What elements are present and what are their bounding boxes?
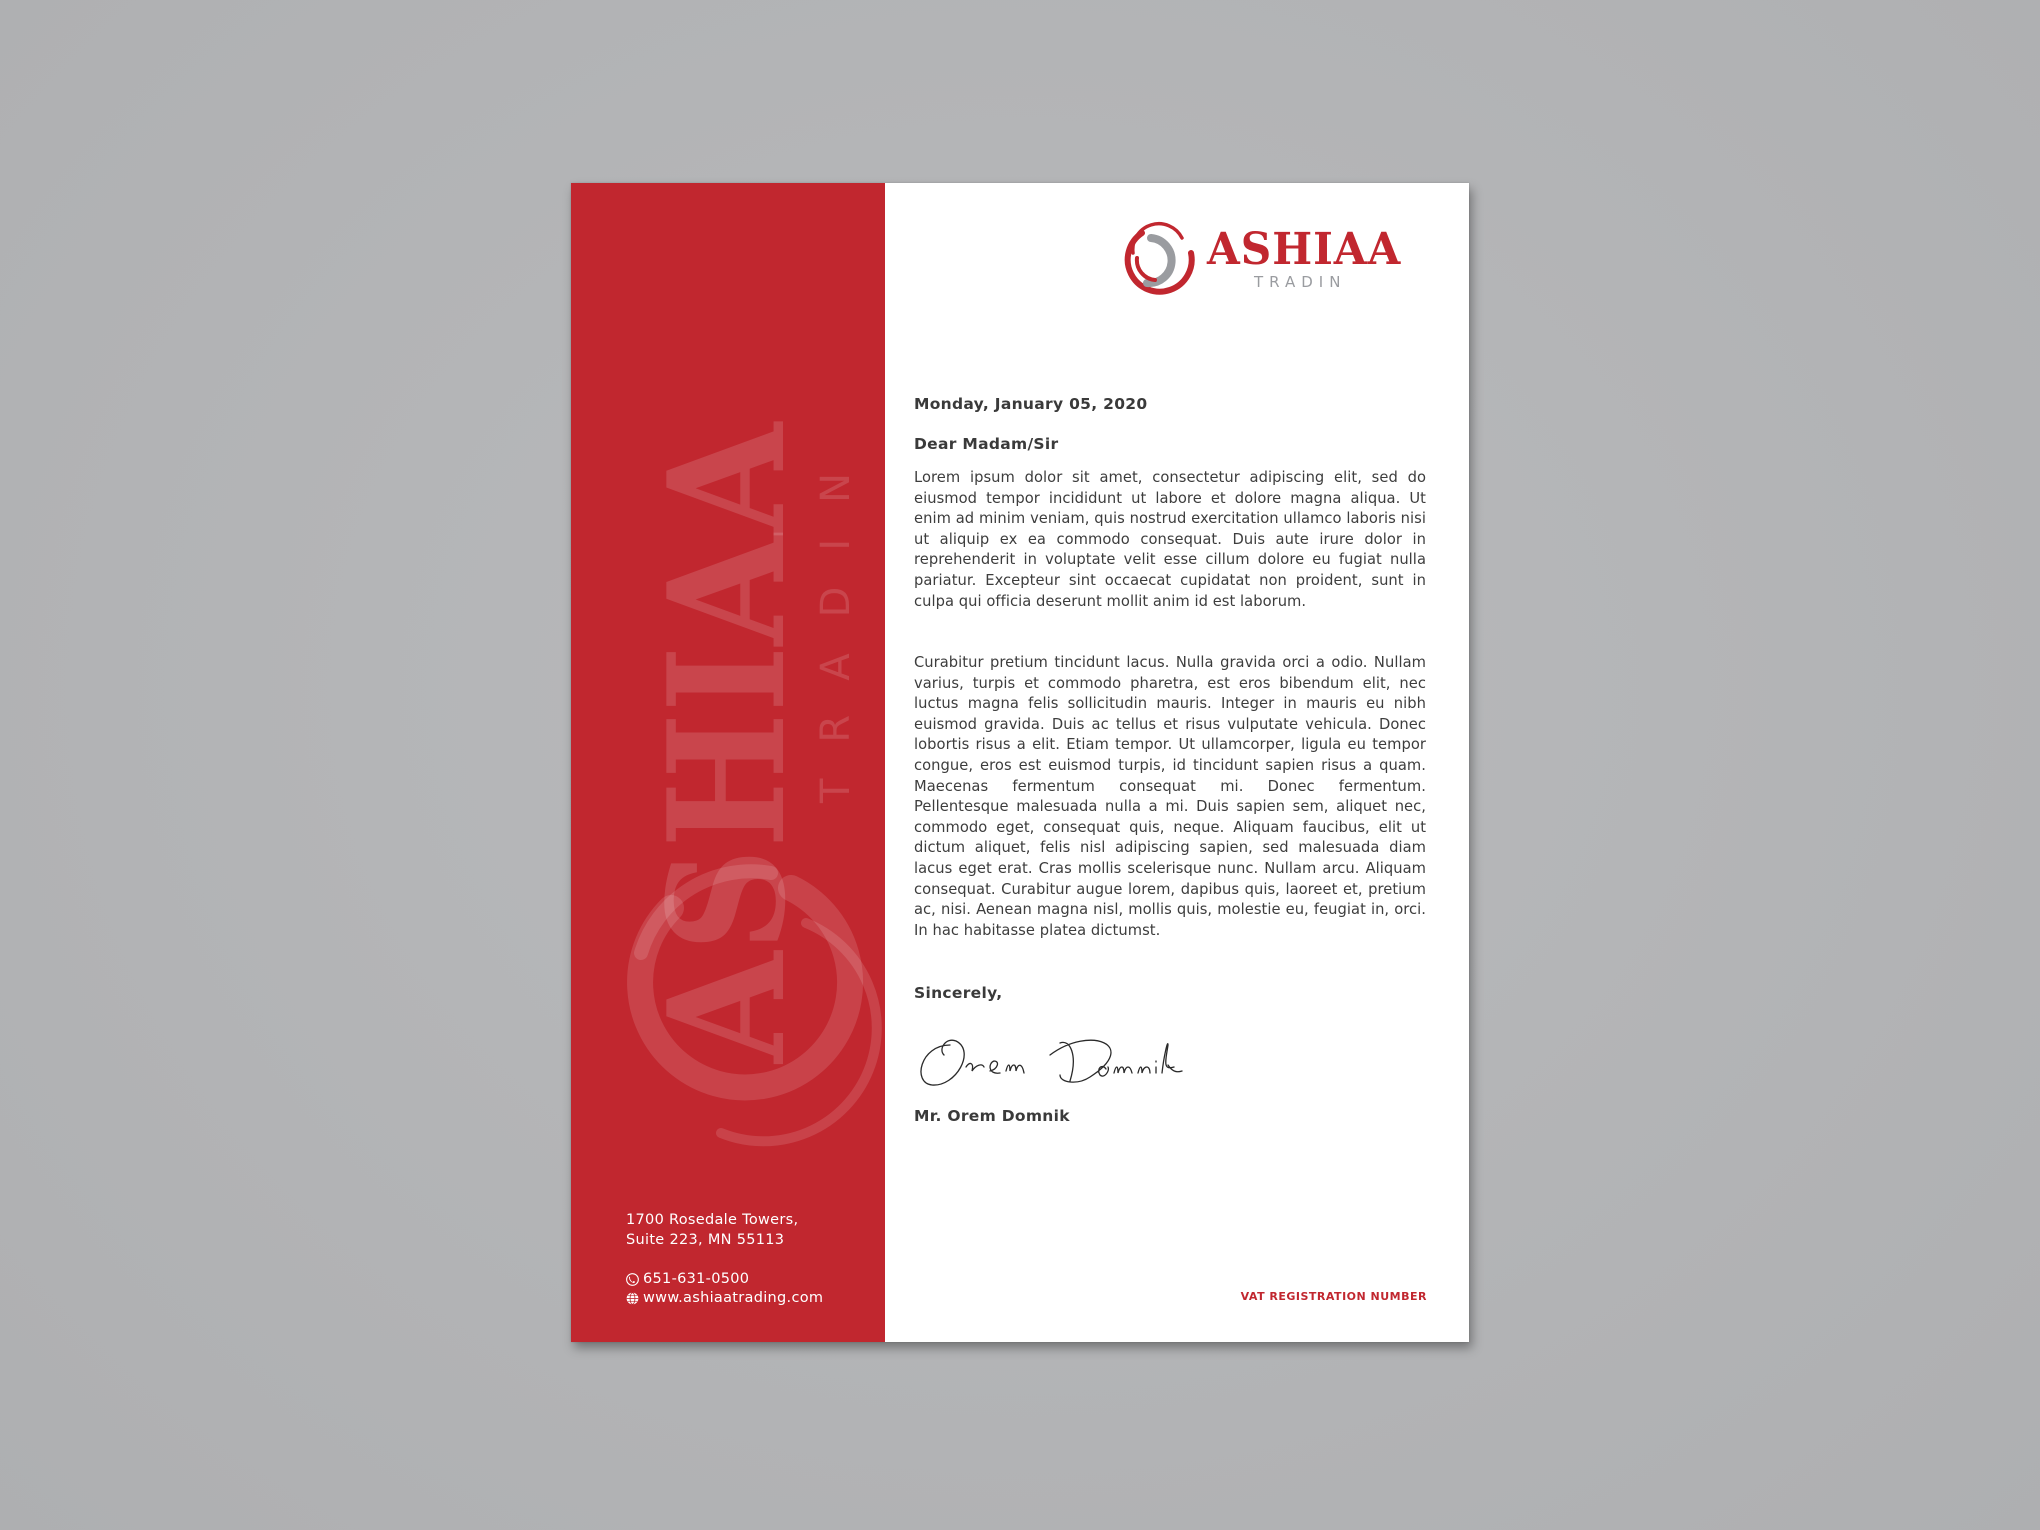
letter-paragraph-1: Lorem ipsum dolor sit amet, consectetur adipiscing elit, sed do eiusmod tempor incididunt ut labore et dolore magna aliqua. Ut enim ad minim veniam, quis nostrud exercitation ullamco laboris nisi ut aliquip ex ea commodo consequat. Duis aute irure dolor in reprehenderit in voluptate velit esse cillum dolore eu fugiat nulla pariatur. Excepteur sint occaecat cupidatat non proident, sunt in culpa qui officia deserunt mollit anim id est laborum. [914, 469, 1426, 610]
company-logo [1107, 208, 1437, 308]
address-line-1: 1700 Rosedale Towers, [626, 1212, 799, 1228]
letterhead-sheet [571, 183, 1469, 1342]
letter-date: Monday, January 05, 2020 [914, 395, 1148, 413]
phone-number[interactable]: 651-631-0500 [643, 1271, 750, 1287]
red-sidebar [571, 183, 885, 1342]
company-contact [626, 1270, 823, 1308]
website-link[interactable]: www.ashiaatrading.com [643, 1290, 824, 1306]
watermark-subtitle: TRADIN [813, 473, 859, 803]
handwritten-signature [910, 1015, 1250, 1105]
letter-closing: Sincerely, [914, 984, 1003, 1002]
website-row [626, 1289, 823, 1308]
letter-paragraph-2: Curabitur pretium tincidunt lacus. Nulla gravida orci a odio. Nullam varius, turpis et commodo pharetra, est eros bibendum elit, nec luctus magna felis sollicitudin mauris. Integer in mauris eu nibh euismod gravida. Duis ac tellus et risus vulputate vehicula. Donec lobortis risus a elit. Etiam tempor. Ut ullamcorper, ligula eu tempor congue, eros est euismod turpis, id tincidunt sapien risus a quam. Maecenas fermentum consequat mi. Donec fermentum. Pellentesque malesuada nulla a mi. Duis sapien sem, aliquet nec, commodo eget, consequat quis, neque. Aliquam faucibus, elit ut dictum aliquet, felis nisl adipiscing sapien, sed malesuada diam lacus eget erat. Cras mollis scelerisque nunc. Nullam arcu. Aliquam consequat. Curabitur augue lorem, dapibus quis, laoreet et, pretium ac, nisi. Aenean magna nisl, mollis quis, molestie eu, feugiat in, orci. In hac habitasse platea dictumst. [914, 654, 1426, 939]
logo-subtitle: TRADIN [1254, 273, 1347, 291]
vat-registration-label: VAT REGISTRATION NUMBER [1240, 1290, 1427, 1303]
company-address [626, 1210, 798, 1250]
watermark-logo [571, 183, 885, 1342]
logo-wordmark: ASHIAA [1207, 224, 1402, 275]
swirl-logo-icon [1107, 208, 1207, 308]
globe-icon [626, 1292, 639, 1305]
phone-icon [626, 1273, 639, 1286]
signer-name: Mr. Orem Domnik [914, 1107, 1070, 1125]
phone-row [626, 1270, 823, 1289]
address-line-2: Suite 223, MN 55113 [626, 1232, 785, 1248]
letter-salutation: Dear Madam/Sir [914, 435, 1059, 453]
watermark-word: ASHIAA [633, 349, 821, 1063]
